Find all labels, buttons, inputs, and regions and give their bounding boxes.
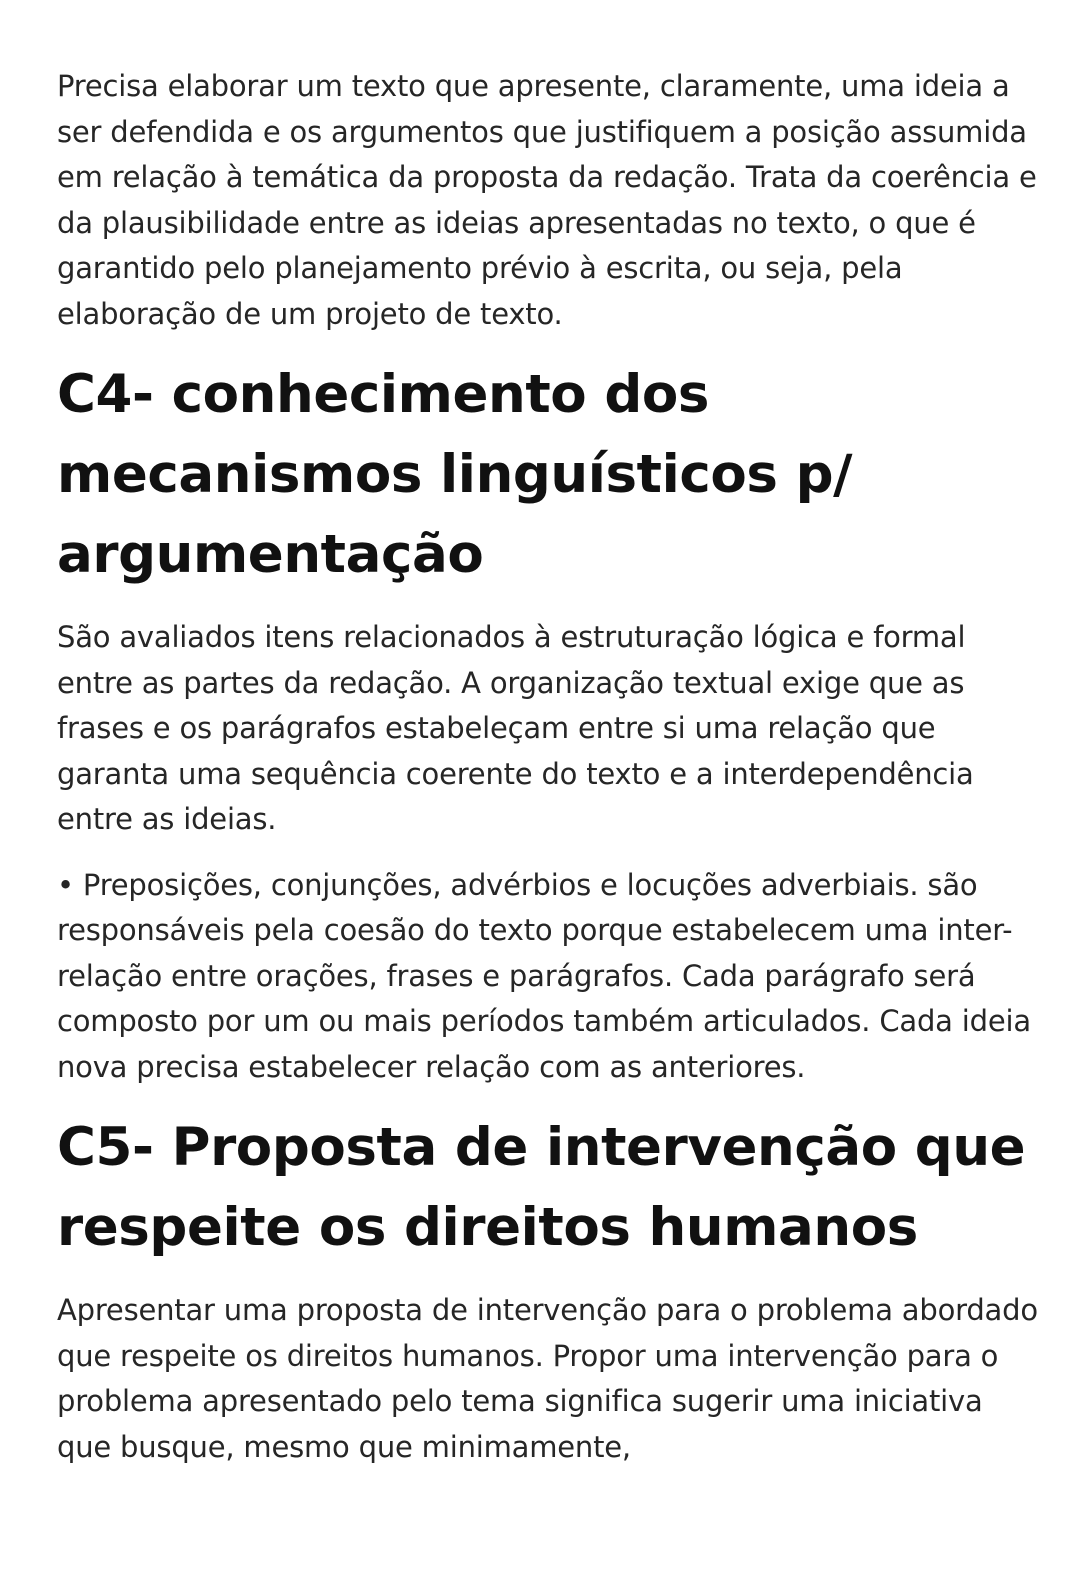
c4-bullet-paragraph: • Preposições, conjunções, advérbios e locuções adverbiais. são responsáveis pela coesão do texto porque estabelecem uma inter-relação entre orações, frases e parágrafos. Cada parágrafo será composto por um ou mais períodos também articulados. Cada ideia nova precisa estabelecer relação com as anteriores. <box>57 867 1031 1084</box>
c4-body-paragraph: São avaliados itens relacionados à estruturação lógica e formal entre as partes da redação. A organização textual exige que as frases e os parágrafos estabeleçam entre si uma relação que garanta uma sequência coerente do texto e a interdependência entre as ideias. <box>57 620 974 836</box>
heading-c4: C4- conhecimento dos mecanismos linguísticos p/ argumentação <box>57 364 853 585</box>
intro-paragraph: Precisa elaborar um texto que apresente, claramente, uma ideia a ser defendida e os argumentos que justifiquem a posição assumida em relação à temática da proposta da redação. Trata da coerência e da plausibilidade entre as ideias apresentadas no texto, o que é garantido pelo planejamento prévio à escrita, ou seja, pela elaboração de um projeto de texto. <box>57 69 1037 331</box>
heading-c5: C5- Proposta de intervenção que respeite os direitos humanos <box>57 1117 1026 1258</box>
document-page <box>57 64 1042 1490</box>
c5-body-paragraph: Apresentar uma proposta de intervenção para o problema abordado que respeite os direitos humanos. Propor uma intervenção para o problema apresentado pelo tema significa sugerir uma iniciativa que busque, mesmo que minimamente, <box>57 1293 1038 1464</box>
